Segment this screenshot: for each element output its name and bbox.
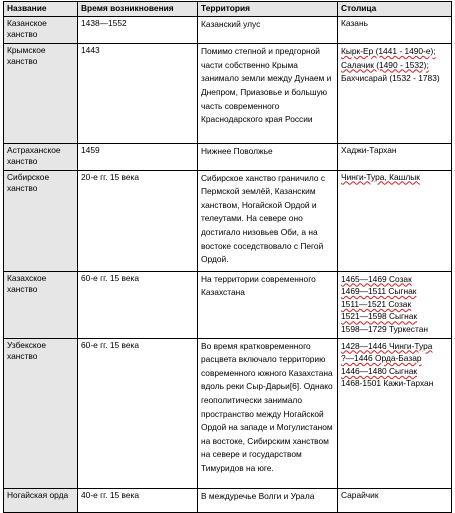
table-row: [4, 338, 452, 488]
capital-line: 1468-1501 Кажи-Тархан: [341, 378, 434, 389]
header-capital: Столица: [338, 2, 452, 17]
cell-capital: [338, 17, 452, 44]
capital-line: Салачик (1490 - 1532);: [341, 59, 429, 70]
cell-time: 40-е гг. 15 века: [78, 488, 198, 512]
khanates-table: [3, 1, 452, 513]
capital-line: 1511—1521 Созак: [341, 298, 412, 309]
cell-territory: Во время кратковременного расцвета включало территорию современного южного Казахстана вдоль реки Сыр-Дарьи[6]. Однако геополитически занимало пространство между Ногайской Ордой на западе и Могулистаном на востоке, Сибирским ханством на севере и государством Тимуридов на юге.: [198, 338, 338, 488]
table-row: [4, 488, 452, 512]
cell-time: 20-е гг. 15 века: [78, 170, 198, 271]
cell-name: Казанское ханство: [4, 17, 78, 44]
document-page: [3, 1, 451, 513]
capital-line: Хаджи-Тархан: [341, 145, 397, 156]
capital-line: Сарайчик: [341, 489, 379, 500]
cell-capital: [338, 338, 452, 488]
cell-time: 1459: [78, 144, 198, 170]
table-row: [4, 17, 452, 44]
cell-name: Узбекское ханство: [4, 338, 78, 488]
cell-territory: Казанский улус: [198, 17, 338, 44]
cell-name: Астраханское ханство: [4, 144, 78, 170]
capital-line: 1446—1480 Сыгнак: [341, 365, 418, 376]
cell-time: 1443: [78, 44, 198, 144]
cell-time: 60-е гг. 15 века: [78, 338, 198, 488]
cell-territory: На территории современного Казахстана: [198, 271, 338, 338]
cell-capital: [338, 170, 452, 271]
cell-time: 1438—1552: [78, 17, 198, 44]
cell-name: Казахское ханство: [4, 271, 78, 338]
cell-territory: Помимо степной и предгорной части собственно Крыма занимало земли между Дунаем и Днепром, Приазовье и большую часть современного Краснодарского края России: [198, 44, 338, 144]
table-row: [4, 44, 452, 144]
table-row: [4, 144, 452, 170]
capital-line: Кырк-Ер (1441 - 1490-е);: [341, 46, 436, 57]
cell-capital: [338, 271, 452, 338]
capital-line: Бахчисарай (1532 - 1783): [341, 73, 440, 84]
capital-line: 1469—1511 Сыгнак: [341, 286, 417, 297]
cell-capital: [338, 44, 452, 144]
table-header-row: [4, 2, 452, 17]
header-time: Время возникновения: [78, 2, 198, 17]
table-row: [4, 271, 452, 338]
cell-territory: Сибирское ханство граничило с Пермской землёй, Казанским ханством, Ногайской Ордой и телеутами. На севере оно достигало низовьев Оби, а на востоке соседствовало с Пегой Ордой.: [198, 170, 338, 271]
capital-line: Чинги-Тура, Кашлык: [341, 171, 420, 182]
capital-line: 1465—1469 Созак: [341, 273, 412, 284]
cell-name: Крымское ханство: [4, 44, 78, 144]
capital-line: 1428—1446 Чинги-Тура: [341, 340, 433, 351]
cell-capital: [338, 488, 452, 512]
cell-name: Ногайская орда: [4, 488, 78, 512]
cell-name: Сибирское ханство: [4, 170, 78, 271]
cell-territory: Нижнее Поволжье: [198, 144, 338, 170]
cell-capital: [338, 144, 452, 170]
capital-line: 1521—1598 Сыгнак: [341, 311, 418, 322]
table-row: [4, 170, 452, 271]
capital-line: ?—1446 Орда-Базар: [341, 353, 422, 364]
cell-territory: В междуречье Волги и Урала: [198, 488, 338, 512]
cell-time: 60-е гг. 15 века: [78, 271, 198, 338]
header-territory: Территория: [198, 2, 338, 17]
capital-line: 1598—1729 Туркестан: [341, 323, 428, 334]
capital-line: Казань: [341, 18, 368, 29]
header-name: Название: [4, 2, 78, 17]
